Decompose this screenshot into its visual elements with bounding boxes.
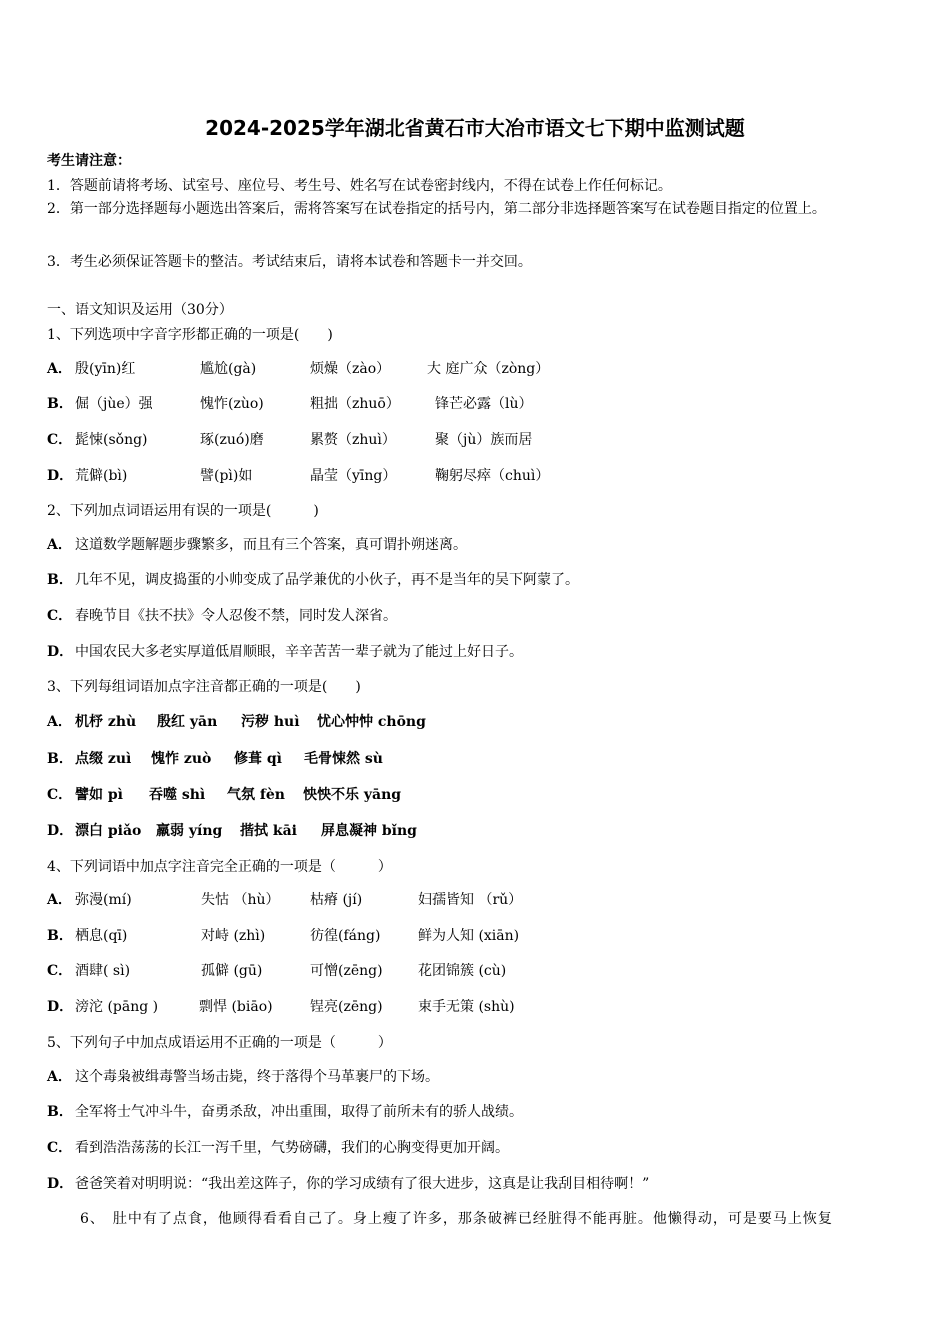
option-item: 妇孺皆知 （rǔ） <box>418 892 523 908</box>
section-heading: 一、语文知识及运用（30分） <box>47 302 233 318</box>
option-text: 全军将士气冲斗牛，奋勇杀敌，冲出重围，取得了前所未有的骄人战绩。 <box>75 1104 523 1120</box>
q4-option-a[interactable] <box>47 891 522 909</box>
option-item: 忧心忡忡 chōng <box>317 714 426 730</box>
q6-passage-start: 6、 肚中有了点食，他顾得看看自己了。身上瘦了许多，那条破裤已经脏得不能再脏。他懒得动，可是要马上恢复 <box>80 1211 833 1227</box>
notice-item-2: 2．第一部分选择题每小题选出答案后，需将答案写在试卷指定的括号内，第二部分非选择题答案写在试卷题目指定的位置上。 <box>47 201 826 217</box>
option-item: 酒肆( sì) <box>75 963 131 979</box>
option-item: 锋芒必露（lù） <box>435 396 533 412</box>
q1-option-c[interactable] <box>47 431 532 449</box>
option-item: 可憎(zēng) <box>310 963 383 979</box>
option-item: 剽悍 (biāo) <box>199 999 273 1015</box>
option-item: 殷红 yān <box>157 714 218 730</box>
option-label: A． <box>47 537 72 553</box>
option-item: 晶莹（yīng） <box>310 468 397 484</box>
option-item: 愧怍 zuò <box>151 751 212 767</box>
option-item: 点缀 zuì <box>75 751 132 767</box>
option-item: 鞠躬尽瘁（chuì） <box>435 468 550 484</box>
q3-stem: 3、下列每组词语加点字注音都正确的一项是( ) <box>47 679 361 695</box>
option-item: 烦燥（zào） <box>310 361 391 377</box>
option-label: D． <box>47 644 74 660</box>
q3-option-a[interactable] <box>47 713 426 731</box>
option-item: 花团锦簇 (cù) <box>418 963 507 979</box>
q3-option-c[interactable] <box>47 786 401 804</box>
option-item: 屏息凝神 bǐng <box>321 823 417 839</box>
option-item: 栖息(qī) <box>75 928 128 944</box>
q5-option-b[interactable] <box>47 1103 523 1121</box>
option-label: B． <box>47 1104 73 1120</box>
option-label: A． <box>47 714 72 730</box>
option-label: B． <box>47 751 73 767</box>
option-item: 滂沱 (pāng ) <box>75 999 159 1015</box>
option-item: 失怙 （hù） <box>201 892 280 908</box>
option-label: B． <box>47 396 73 412</box>
option-item: 揩拭 kāi <box>240 823 297 839</box>
option-label: C． <box>47 608 73 624</box>
option-item: 累赘（zhuì） <box>310 432 396 448</box>
option-item: 弥漫(mí) <box>75 892 132 908</box>
option-label: C． <box>47 963 73 979</box>
option-label: D． <box>47 999 74 1015</box>
q2-option-b[interactable] <box>47 571 579 589</box>
option-item: 鲜为人知 (xiān) <box>418 928 520 944</box>
option-item: 尴尬(gà) <box>200 361 257 377</box>
q1-option-a[interactable] <box>47 360 549 378</box>
option-item: 毛骨悚然 sù <box>304 751 383 767</box>
q3-option-d[interactable] <box>47 822 417 840</box>
q2-option-a[interactable] <box>47 536 467 554</box>
q4-option-c[interactable] <box>47 962 506 980</box>
option-label: A． <box>47 892 72 908</box>
option-item: 大 庭广众（zòng） <box>427 361 550 377</box>
q4-option-b[interactable] <box>47 927 519 945</box>
option-text: 这个毒枭被缉毒警当场击毙，终于落得个马革裹尸的下场。 <box>75 1069 439 1085</box>
option-label: B． <box>47 572 73 588</box>
q4-stem: 4、下列词语中加点字注音完全正确的一项是（ ） <box>47 859 392 875</box>
option-label: A． <box>47 1069 72 1085</box>
option-item: 羸弱 yíng <box>156 823 223 839</box>
option-item: 聚（jù）族而居 <box>435 432 533 448</box>
option-text: 这道数学题解题步骤繁多，而且有三个答案，真可谓扑朔迷离。 <box>75 537 467 553</box>
option-item: 束手无策 (shù) <box>418 999 515 1015</box>
option-item: 倔（jùe）强 <box>75 396 153 412</box>
notice-item-1: 1．答题前请将考场、试室号、座位号、考生号、姓名写在试卷密封线内，不得在试卷上作任何标记。 <box>47 178 672 194</box>
option-item: 譬如 pì <box>75 787 123 803</box>
option-item: 譬(pì)如 <box>200 468 253 484</box>
option-label: B． <box>47 928 73 944</box>
option-label: D． <box>47 1176 74 1192</box>
option-label: D． <box>47 468 74 484</box>
option-label: C． <box>47 1140 73 1156</box>
option-label: D． <box>47 823 74 839</box>
q1-stem: 1、下列选项中字音字形都正确的一项是( ) <box>47 327 333 343</box>
option-text: 爸爸笑着对明明说：“我出差这阵子，你的学习成绩有了很大进步，这真是让我刮目相待啊！” <box>75 1176 650 1192</box>
option-item: 殷(yīn)红 <box>75 361 136 377</box>
q3-option-b[interactable] <box>47 750 383 768</box>
notice-item-3: 3．考生必须保证答题卡的整洁。考试结束后，请将本试卷和答题卡一并交回。 <box>47 254 532 270</box>
q2-option-c[interactable] <box>47 607 397 625</box>
option-item: 机杼 zhù <box>75 714 137 730</box>
option-label: A． <box>47 361 72 377</box>
option-item: 污秽 huì <box>241 714 300 730</box>
option-item: 漂白 piǎo <box>75 823 142 839</box>
q5-option-d[interactable] <box>47 1175 649 1193</box>
option-item: 愧怍(zùo) <box>200 396 264 412</box>
option-text: 中国农民大多老实厚道低眉顺眼，辛辛苦苦一辈子就为了能过上好日子。 <box>75 644 523 660</box>
option-item: 彷徨(fáng) <box>310 928 381 944</box>
q4-option-d[interactable] <box>47 998 515 1016</box>
q2-option-d[interactable] <box>47 643 523 661</box>
option-item: 琢(zuó)磨 <box>200 432 264 448</box>
option-item: 孤僻 (gū) <box>201 963 263 979</box>
option-item: 吞噬 shì <box>149 787 206 803</box>
option-item: 对峙 (zhì) <box>201 928 266 944</box>
option-item: 枯瘠 (jí) <box>310 892 363 908</box>
option-text: 几年不见，调皮捣蛋的小帅变成了品学兼优的小伙子，再不是当年的吴下阿蒙了。 <box>75 572 579 588</box>
option-item: 粗拙（zhuō） <box>310 396 400 412</box>
option-item: 锃亮(zēng) <box>310 999 383 1015</box>
option-item: 气氛 fèn <box>227 787 285 803</box>
option-text: 看到浩浩荡荡的长江一泻千里，气势磅礴，我们的心胸变得更加开阔。 <box>75 1140 509 1156</box>
q1-option-d[interactable] <box>47 467 549 485</box>
q5-option-a[interactable] <box>47 1068 439 1086</box>
option-item: 怏怏不乐 yāng <box>303 787 402 803</box>
option-text: 春晚节目《扶不扶》令人忍俊不禁，同时发人深省。 <box>75 608 397 624</box>
option-item: 髭悚(sǒng) <box>75 432 148 448</box>
option-item: 荒僻(bì) <box>75 468 128 484</box>
q5-stem: 5、下列句子中加点成语运用不正确的一项是（ ） <box>47 1035 392 1051</box>
notice-heading: 考生请注意： <box>47 153 131 169</box>
q5-option-c[interactable] <box>47 1139 509 1157</box>
page-title: 2024-2025学年湖北省黄石市大冶市语文七下期中监测试题 <box>205 116 745 140</box>
option-label: C． <box>47 787 73 803</box>
option-label: C． <box>47 432 73 448</box>
q2-stem: 2、下列加点词语运用有误的一项是( ) <box>47 503 319 519</box>
option-item: 修葺 qì <box>234 751 282 767</box>
q1-option-b[interactable] <box>47 395 533 413</box>
